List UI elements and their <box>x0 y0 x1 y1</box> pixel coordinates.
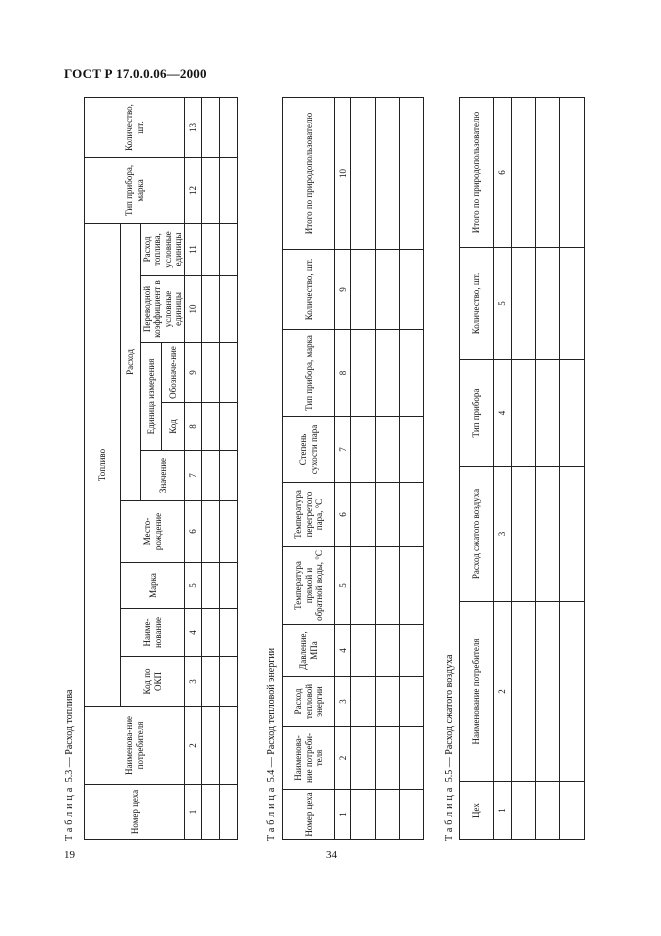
table-cell <box>351 98 375 250</box>
col-number: 7 <box>185 451 202 501</box>
col-header: Расход тепловой энергии <box>283 677 335 727</box>
col-number: 8 <box>185 403 202 451</box>
table-cell <box>351 250 375 330</box>
col-number: 4 <box>335 625 351 677</box>
table-cell <box>220 707 238 785</box>
col-header-device: Тип прибора, марка <box>85 157 185 223</box>
col-header: Итого по природопользователю <box>460 98 494 248</box>
table-cell <box>351 625 375 677</box>
col-header-brand: Марка <box>121 563 185 609</box>
table-cell <box>202 403 220 451</box>
table-cell <box>220 609 238 657</box>
table-cell <box>220 157 238 223</box>
col-number: 10 <box>335 98 351 250</box>
col-header-units: Единица измерения <box>141 343 162 451</box>
col-header-fuel: Топливо <box>85 223 121 706</box>
col-number: 6 <box>335 483 351 547</box>
table-cell <box>375 727 399 790</box>
col-number: 9 <box>335 250 351 330</box>
table-cell <box>202 563 220 609</box>
col-header-coef: Переводной коэффициент в условные единицы <box>141 276 185 343</box>
col-number: 4 <box>494 360 512 467</box>
col-header-code: Код <box>162 403 185 451</box>
table-cell <box>220 403 238 451</box>
table-cell <box>351 727 375 790</box>
table-cell <box>375 677 399 727</box>
table-cell <box>512 782 536 840</box>
table-5-5-caption: Таблица 5.5 — Расход сжатого воздуха <box>444 654 455 841</box>
standard-code: ГОСТ Р 17.0.0.06—2000 <box>64 66 207 81</box>
page-number-center: 34 <box>326 849 337 861</box>
table-cell <box>220 563 238 609</box>
table-5-3-rotated <box>84 97 238 840</box>
table-cell <box>375 547 399 625</box>
col-number: 5 <box>494 248 512 360</box>
table-cell <box>351 483 375 547</box>
table-cell <box>536 98 560 248</box>
col-header-rashod: Расход <box>121 223 141 500</box>
table-5-5-rotated <box>459 97 585 840</box>
table-cell <box>202 343 220 403</box>
table-cell <box>512 248 536 360</box>
col-number: 13 <box>185 97 202 157</box>
col-header-value: Значение <box>141 451 185 501</box>
col-number: 1 <box>185 785 202 840</box>
col-header: Расход сжатого воздуха <box>460 467 494 602</box>
col-number: 2 <box>494 602 512 782</box>
table-cell <box>220 501 238 563</box>
table-5-3 <box>84 97 238 840</box>
col-header-desig: Обозначе-ние <box>162 343 185 403</box>
col-header: Цех <box>460 782 494 840</box>
table-cell <box>220 657 238 707</box>
table-5-4-rotated <box>282 97 424 840</box>
table-cell <box>560 602 585 782</box>
table-cell <box>220 97 238 157</box>
table-cell <box>202 276 220 343</box>
table-5-4 <box>282 97 424 840</box>
table-cell <box>220 276 238 343</box>
table-cell <box>399 547 423 625</box>
table-cell <box>399 483 423 547</box>
col-header: Тип прибора <box>460 360 494 467</box>
table-cell <box>399 625 423 677</box>
table-cell <box>560 98 585 248</box>
table-cell <box>202 223 220 275</box>
table-cell <box>202 451 220 501</box>
table-cell <box>560 360 585 467</box>
table-cell <box>536 602 560 782</box>
col-header-shop: Номер цеха <box>85 785 185 840</box>
table-cell <box>375 330 399 417</box>
table-5-3-caption: Таблица 5.3 — Расход топлива <box>64 689 75 841</box>
table-cell <box>536 782 560 840</box>
col-number: 2 <box>335 727 351 790</box>
col-number: 11 <box>185 223 202 275</box>
table-cell <box>560 782 585 840</box>
table-cell <box>399 98 423 250</box>
table-cell <box>375 483 399 547</box>
table-cell <box>399 250 423 330</box>
table-cell <box>399 417 423 483</box>
col-number: 6 <box>494 98 512 248</box>
col-header-consumer: Наименова-ние потребителя <box>85 707 185 785</box>
col-header: Итого по природопользователю <box>283 98 335 250</box>
table-cell <box>512 467 536 602</box>
col-header: Давление, МПа <box>283 625 335 677</box>
table-cell <box>399 677 423 727</box>
table-cell <box>560 467 585 602</box>
table-cell <box>220 785 238 840</box>
col-number: 9 <box>185 343 202 403</box>
col-number: 12 <box>185 157 202 223</box>
table-cell <box>375 790 399 840</box>
col-number: 6 <box>185 501 202 563</box>
table-cell <box>202 501 220 563</box>
table-cell <box>220 451 238 501</box>
table-cell <box>202 157 220 223</box>
col-number: 2 <box>185 707 202 785</box>
col-header: Количество, шт. <box>283 250 335 330</box>
table-cell <box>202 657 220 707</box>
col-number: 8 <box>335 330 351 417</box>
col-header: Тип прибора, марка <box>283 330 335 417</box>
col-header: Степень сухости пара <box>283 417 335 483</box>
col-header: Температура перегретого пара, °С <box>283 483 335 547</box>
col-header-okp: Код по ОКП <box>121 657 185 707</box>
col-number: 3 <box>335 677 351 727</box>
table-cell <box>536 248 560 360</box>
table-cell <box>399 790 423 840</box>
table-cell <box>375 250 399 330</box>
table-cell <box>560 248 585 360</box>
col-number: 5 <box>185 563 202 609</box>
col-header: Номер цеха <box>283 790 335 840</box>
table-cell <box>202 97 220 157</box>
col-number: 1 <box>494 782 512 840</box>
table-cell <box>375 417 399 483</box>
col-header: Наименова-ние потреби-теля <box>283 727 335 790</box>
table-cell <box>351 677 375 727</box>
table-cell <box>351 790 375 840</box>
col-header-deposit: Место-рождение <box>121 501 185 563</box>
table-cell <box>351 417 375 483</box>
col-header: Температура прямой и обратной воды, °С <box>283 547 335 625</box>
table-cell <box>536 467 560 602</box>
table-cell <box>351 547 375 625</box>
table-cell <box>375 625 399 677</box>
table-cell <box>202 785 220 840</box>
table-cell <box>202 609 220 657</box>
table-cell <box>220 343 238 403</box>
col-number: 10 <box>185 276 202 343</box>
table-cell <box>512 602 536 782</box>
table-cell <box>202 707 220 785</box>
col-header: Наименование потребителя <box>460 602 494 782</box>
col-number: 3 <box>185 657 202 707</box>
col-header-name: Наиме-нование <box>121 609 185 657</box>
col-number: 7 <box>335 417 351 483</box>
col-number: 5 <box>335 547 351 625</box>
table-cell <box>512 360 536 467</box>
col-header-qty: Количество, шт. <box>85 97 185 157</box>
col-number: 3 <box>494 467 512 602</box>
table-cell <box>220 223 238 275</box>
table-cell <box>399 330 423 417</box>
col-header-cond: Расход топлива, условные единицы <box>141 223 185 275</box>
table-cell <box>375 98 399 250</box>
col-header: Количество, шт. <box>460 248 494 360</box>
table-5-5 <box>459 97 585 840</box>
col-number: 1 <box>335 790 351 840</box>
table-cell <box>399 727 423 790</box>
table-cell <box>536 360 560 467</box>
page-number-left: 19 <box>64 849 75 861</box>
table-cell <box>512 98 536 248</box>
table-cell <box>351 330 375 417</box>
table-5-4-caption: Таблица 5.4 — Расход тепловой энергии <box>266 647 277 841</box>
col-number: 4 <box>185 609 202 657</box>
